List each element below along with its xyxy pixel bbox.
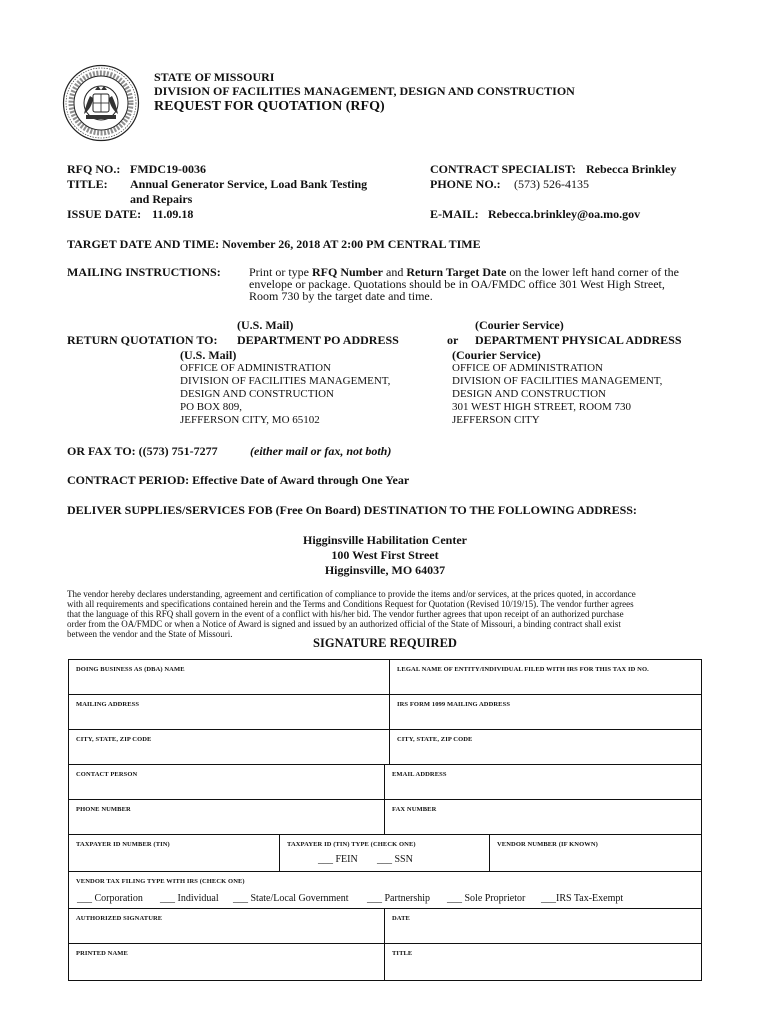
address-line: DIVISION OF FACILITIES MANAGEMENT, (452, 375, 663, 387)
address-line: DESIGN AND CONSTRUCTION (180, 388, 335, 400)
or-text: or (447, 333, 459, 347)
email-value: Rebecca.brinkley@oa.mo.gov (488, 207, 641, 221)
mailing-instructions-line3: Room 730 by the target date and time. (249, 289, 433, 303)
title-field[interactable] (384, 943, 702, 981)
declaration-line: between the vendor and the State of Missouri. (67, 629, 233, 639)
us-mail-sub: (U.S. Mail) (180, 348, 237, 362)
declaration-line: with all requirements and specifications contained herein and the Terms and Conditions Request for Quotation (Revised 10/19/15). The vendor further agrees (67, 599, 634, 609)
ssn-checkbox[interactable]: ___ SSN (377, 854, 413, 865)
title-value-line1: Annual Generator Service, Load Bank Testing (130, 177, 368, 191)
state-name: STATE OF MISSOURI (154, 70, 275, 84)
declaration-line: that the language of this RFQ shall govern in the event of a conflict with his/her bid. The vendor further agrees that upon receipt of an authorized purchase (67, 609, 624, 619)
irs-mailing-address-field[interactable] (389, 694, 702, 730)
partnership-checkbox[interactable]: ___ Partnership (367, 893, 431, 904)
corporation-checkbox[interactable]: ___ Corporation (77, 893, 143, 904)
printed-name-field[interactable] (68, 943, 385, 981)
individual-checkbox[interactable]: ___ Individual (160, 893, 219, 904)
title-label: TITLE: (67, 177, 108, 191)
address-line: PO BOX 809, (180, 401, 243, 413)
signature-required-heading: SIGNATURE REQUIRED (313, 636, 457, 650)
vendor-declaration (67, 589, 707, 639)
rfq-no-value: FMDC19-0036 (130, 162, 206, 176)
tin-type-label: TAXPAYER ID (TIN) TYPE (CHECK ONE) (287, 841, 416, 848)
legal-name-field[interactable] (389, 659, 702, 695)
destination-line: Higginsville Habilitation Center (303, 533, 467, 547)
contract-specialist-label: CONTRACT SPECIALIST: (430, 162, 576, 176)
city-state-zip-field[interactable] (68, 729, 390, 765)
email-address-field[interactable] (384, 764, 702, 800)
email-label: E-MAIL: (430, 207, 479, 221)
tin-field[interactable] (68, 834, 280, 872)
phone-label: PHONE NO.: (430, 177, 501, 191)
contract-period: CONTRACT PERIOD: Effective Date of Award through One Year (67, 473, 410, 487)
address-line: 301 WEST HIGH STREET, ROOM 730 (452, 401, 632, 413)
address-line: OFFICE OF ADMINISTRATION (180, 362, 331, 374)
po-address-block (180, 362, 390, 427)
mailing-address-field[interactable] (68, 694, 390, 730)
address-line: DIVISION OF FACILITIES MANAGEMENT, (180, 375, 391, 387)
dba-name-label: DOING BUSINESS AS (DBA) NAME (76, 666, 185, 673)
authorized-signature-label: AUTHORIZED SIGNATURE (76, 915, 163, 922)
irs-city-state-zip-field[interactable] (389, 729, 702, 765)
declaration-line: The vendor hereby declares understanding, agreement and certification of compliance to provide the items and/or services, at the prices quoted, in accordance (67, 589, 636, 599)
physical-address-heading: DEPARTMENT PHYSICAL ADDRESS (475, 333, 682, 347)
issue-date-label: ISSUE DATE: (67, 207, 142, 221)
tin-label: TAXPAYER ID NUMBER (TIN) (76, 841, 170, 848)
tax-filing-type-label: VENDOR TAX FILING TYPE WITH IRS (CHECK ONE) (76, 878, 245, 885)
address-line: JEFFERSON CITY (452, 414, 540, 426)
phone-number-field[interactable] (68, 799, 385, 835)
destination-address (67, 533, 703, 578)
dba-name-field[interactable] (68, 659, 390, 695)
date-label: DATE (392, 915, 410, 922)
delivery-instructions: DELIVER SUPPLIES/SERVICES FOB (Free On Board) DESTINATION TO THE FOLLOWING ADDRESS: (67, 503, 637, 517)
physical-address-block (452, 362, 662, 427)
vendor-number-label: VENDOR NUMBER (IF KNOWN) (497, 841, 598, 848)
contact-person-field[interactable] (68, 764, 385, 800)
target-date-time: TARGET DATE AND TIME: November 26, 2018 AT 2:00 PM CENTRAL TIME (67, 237, 481, 251)
destination-line: Higginsville, MO 64037 (324, 563, 446, 577)
return-quotation-label: RETURN QUOTATION TO: (67, 333, 218, 347)
division-name: DIVISION OF FACILITIES MANAGEMENT, DESIGN AND CONSTRUCTION (154, 84, 575, 98)
fax-label: OR FAX TO: ((573) 751-7277 (67, 444, 218, 458)
authorized-signature-field[interactable] (68, 908, 385, 944)
tax-filing-type-field (68, 871, 702, 909)
mailing-address-label: MAILING ADDRESS (76, 701, 140, 708)
state-seal-image (62, 64, 140, 142)
state-local-government-checkbox[interactable]: ___ State/Local Government (233, 893, 349, 904)
us-mail-heading: (U.S. Mail) (237, 318, 294, 332)
contract-specialist-value: Rebecca Brinkley (586, 162, 677, 176)
vendor-number-field[interactable] (489, 834, 702, 872)
fax-note: (either mail or fax, not both) (250, 444, 392, 458)
irs-tax-exempt-checkbox[interactable]: ___IRS Tax-Exempt (541, 893, 624, 904)
irs-mailing-address-label: IRS FORM 1099 MAILING ADDRESS (397, 701, 511, 708)
mailing-instructions-line2: envelope or package. Quotations should be in OA/FMDC office 301 West High Street, (249, 277, 665, 291)
phone-number-label: PHONE NUMBER (76, 806, 131, 813)
date-field[interactable] (384, 908, 702, 944)
address-line: JEFFERSON CITY, MO 65102 (180, 414, 320, 426)
courier-sub: (Courier Service) (452, 348, 541, 362)
printed-name-label: PRINTED NAME (76, 950, 128, 957)
fax-number-label: FAX NUMBER (392, 806, 437, 813)
legal-name-label: LEGAL NAME OF ENTITY/INDIVIDUAL FILED WITH IRS FOR THIS TAX ID NO. (397, 666, 649, 673)
issue-date-value: 11.09.18 (152, 207, 194, 221)
title-field-label: TITLE (392, 950, 413, 957)
email-address-label: EMAIL ADDRESS (392, 771, 447, 778)
po-address-heading: DEPARTMENT PO ADDRESS (237, 333, 399, 347)
mailing-instructions-label: MAILING INSTRUCTIONS: (67, 265, 221, 279)
fax-number-field[interactable] (384, 799, 702, 835)
declaration-line: order from the OA/FMDC or when a Notice of Award is signed and issued by an authorized official of the State of Missouri, a binding contract shall exist (67, 619, 621, 629)
rfq-no-label: RFQ NO.: (67, 162, 121, 176)
tin-type-field (279, 834, 490, 872)
fein-checkbox[interactable]: ___ FEIN (318, 854, 358, 865)
phone-value: (573) 526-4135 (514, 177, 589, 191)
sole-proprietor-checkbox[interactable]: ___ Sole Proprietor (447, 893, 526, 904)
mailing-instructions-line1: Print or type RFQ Number and Return Target Date on the lower left hand corner of the (249, 265, 679, 279)
contact-person-label: CONTACT PERSON (76, 771, 138, 778)
title-value-line2: and Repairs (130, 192, 193, 206)
document-title: REQUEST FOR QUOTATION (RFQ) (154, 99, 385, 114)
irs-city-state-zip-label: CITY, STATE, ZIP CODE (397, 736, 473, 743)
city-state-zip-label: CITY, STATE, ZIP CODE (76, 736, 152, 743)
courier-heading: (Courier Service) (475, 318, 564, 332)
destination-line: 100 West First Street (331, 548, 439, 562)
address-line: DESIGN AND CONSTRUCTION (452, 388, 607, 400)
address-line: OFFICE OF ADMINISTRATION (452, 362, 603, 374)
